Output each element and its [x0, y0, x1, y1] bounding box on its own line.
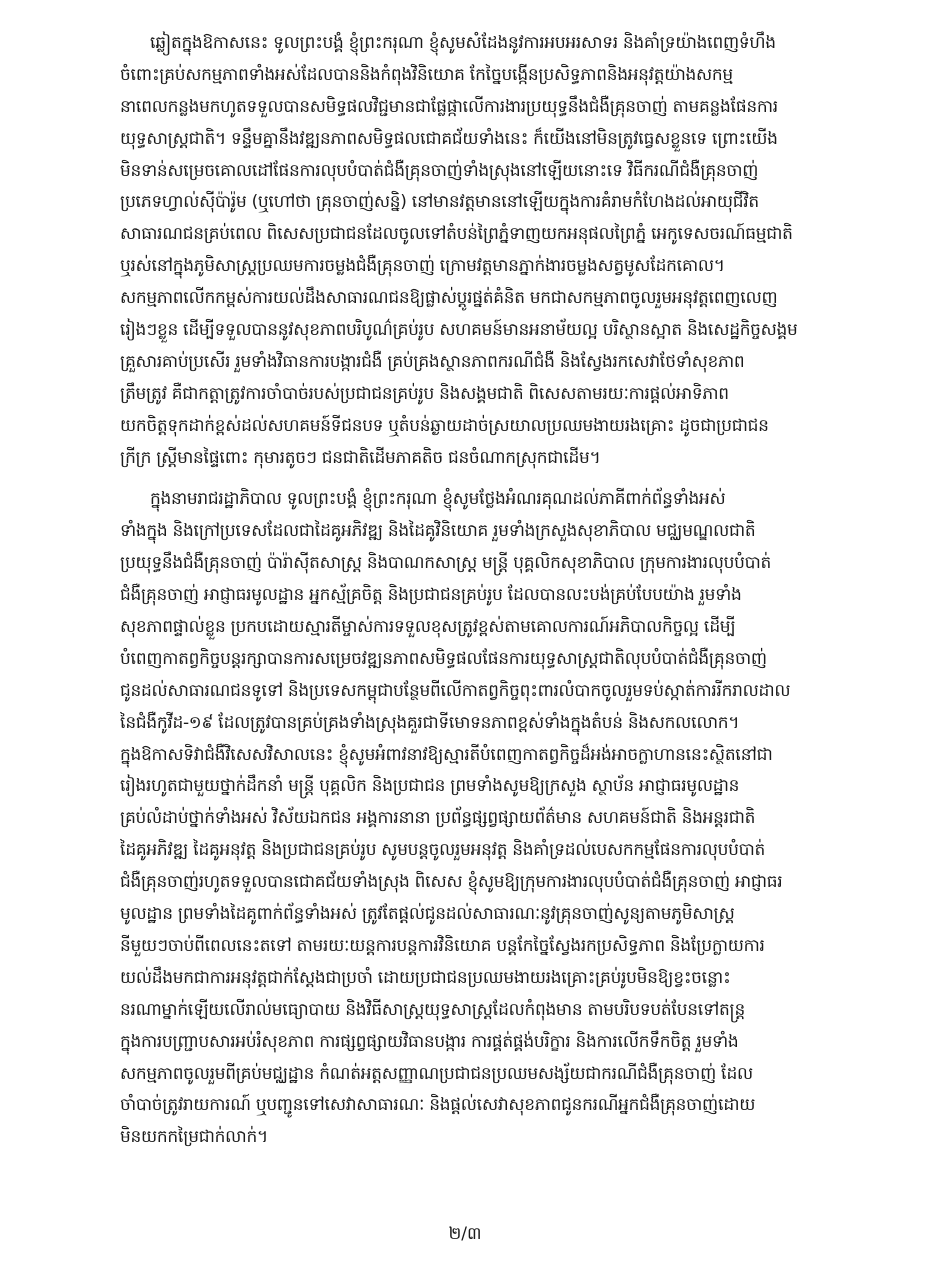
text-line: មិនយកកម្រៃជាក់លាក់។ [120, 1127, 268, 1148]
text-line: មូលដ្ឋាន ព្រមទាំងដៃគូពាក់ព័ន្ធទាំងអស់ ត្រូវតែផ្តល់ជូនដល់សាធារណៈនូវគ្រុនចាញ់សូន្យតាមភូមិសាស្ត្រ [120, 904, 735, 925]
paragraph-1 [120, 28, 860, 474]
text-line: បំពេញកាតព្វកិច្ចបន្តរក្សាបានការសម្រេចវឌ្ឍនភាពសមិទ្ធផលផែនការយុទ្ធសាស្ត្រជាតិលុបបំបាត់ជំងឺគ្រុនចាញ់ [120, 648, 767, 669]
text-line: សកម្មភាពលើកកម្ពស់ការយល់ដឹងសាធារណជនឱ្យផ្លាស់ប្តូរផ្នត់គំនិត មកជាសកម្មភាពចូលរួមអនុវត្តពេញលេញ [120, 288, 778, 309]
text-line: ប្រយុទ្ធនឹងជំងឺគ្រុនចាញ់ ប៉ារ៉ាស៊ីតសាស្ត្រ និងបាណកសាស្ត្រ មន្ត្រី បុគ្គលិកសុខាភិបាល ក្រុមការងារលុបបំបាត់ [120, 553, 771, 574]
text-line: យុទ្ធសាស្ត្រជាតិ។ ទន្ទឹមគ្នានឹងវឌ្ឍនភាពសមិទ្ធផលជោគជ័យទាំងនេះ ក៏យើងនៅមិនត្រូវធ្វេសខ្លួនទេ ព្រោះយើង [120, 128, 778, 149]
text-line: ទាំងក្នុង និងក្រៅប្រទេសដែលជាដៃគូអភិវឌ្ឍ និងដៃគូវិនិយោគ រួមទាំងក្រសួងសុខាភិបាល មជ្ឈមណ្ឌលជាតិ [120, 521, 756, 542]
text-line: ក្រីក្រ ស្ត្រីមានផ្ទៃពោះ កុមារតូចៗ ជនជាតិដើមភាគតិច ជនចំណាកស្រុកជាដើម។ [120, 447, 601, 468]
text-line: យកចិត្តទុកដាក់ខ្ពស់ដល់សហគមន៍ទីជនបទ ឬតំបន់ឆ្ងាយដាច់ស្រយាលប្រឈមងាយរងគ្រោះ ដូចជាប្រជាជន [120, 415, 769, 436]
text-line: ក្នុងការបញ្ជ្រាបសារអប់រំសុខភាព ការផ្សព្វផ្សាយវិធានបង្ការ ការផ្គត់ផ្គង់បរិក្ខារ និងការលើកទឹកចិត្ត រួមទាំង [120, 1031, 739, 1052]
text-line: ចំពោះគ្រប់សកម្មភាពទាំងអស់ដែលបាននិងកំពុងវិនិយោគ កែច្នៃបង្កើនប្រសិទ្ធភាពនិងអនុវត្តយ៉ាងសកម្ម [120, 64, 733, 85]
body-text [120, 28, 860, 1154]
text-line: នាពេលកន្លងមកហូតទទួលបានសមិទ្ធផលវិជ្ជមានជាផ្លែផ្កាលើការងារប្រយុទ្ធនឹងជំងឺគ្រុនចាញ់ តាមគន្លងផែនការ [120, 96, 778, 117]
text-line: នីមួយៗចាប់ពីពេលនេះតទៅ តាមរយៈយន្តការបន្តការវិនិយោគ បន្តកែច្នៃស្វែងរកប្រសិទ្ធភាព និងប្រែក្លាយការ [120, 935, 765, 956]
text-line: ជំងឺគ្រុនចាញ់ អាជ្ញាធរមូលដ្ឋាន អ្នកស្ម័គ្រចិត្ត និងប្រជាជនគ្រប់រូប ដែលបានលះបង់គ្រប់បែបយ៉ាង រួមទាំង [120, 585, 742, 606]
text-line: គ្រប់លំដាប់ថ្នាក់ទាំងអស់ វិស័យឯកជន អង្គការនានា ប្រព័ន្ធផ្សព្វផ្សាយព័ត៌មាន សហគមន៍ជាតិ និងអន្តរជាតិ [120, 808, 756, 829]
text-line: ដៃគូអភិវឌ្ឍ ដៃគូអនុវត្ត និងប្រជាជនគ្រប់រូប សូមបន្តចូលរួមអនុវត្ត និងគាំទ្រដល់បេសកកម្មផែនការលុបបំបាត់ [120, 840, 765, 861]
text-line: រៀងរហូតជាមួយថ្នាក់ដឹកនាំ មន្ត្រី បុគ្គលិក និងប្រជាជន ព្រមទាំងសូមឱ្យក្រសួង ស្ថាប័ន អាជ្ញាធរមូលដ្ឋាន [120, 776, 740, 797]
text-line: នរណាម្នាក់ឡើយលើរាល់មធ្យោបាយ និងវិធីសាស្ត្រយុទ្ធសាស្ត្រដែលកំពុងមាន តាមបរិបទបត់បែនទៅតន្ត្រ [120, 999, 746, 1020]
text-line: សកម្មភាពចូលរួមពីគ្រប់មជ្ឈដ្ឋាន កំណត់អត្តសញ្ញាណប្រជាជនប្រឈមសង្ស័យជាករណីជំងឺគ្រុនចាញ់ ដែល [120, 1063, 753, 1084]
paragraph-gap [120, 474, 860, 484]
text-line: សាធារណជនគ្រប់ពេល ពិសេសប្រជាជនដែលចូលទៅតំបន់ព្រៃភ្នំទាញយកអនុផលព្រៃភ្នំ អេកូទេសចរណ៍ធម្មជាតិ [120, 224, 793, 245]
text-line: ឬរស់នៅក្នុងភូមិសាស្ត្រប្រឈមការចម្លងជំងឺគ្រុនចាញ់ ក្រោមវត្តមានភ្នាក់ងារចម្លងសត្វមូសដែកគោល។ [120, 256, 725, 277]
text-line: ក្នុងនាមរាជរដ្ឋាភិបាល ទូលព្រះបង្គំ ខ្ញុំព្រះករុណា ខ្ញុំសូមថ្លែងអំណរគុណដល់ភាគីពាក់ព័ន្ធទាំងអស់ [150, 489, 726, 510]
text-line: ឆ្លៀតក្នុងឱកាសនេះ ទូលព្រះបង្គំ ខ្ញុំព្រះករុណា ខ្ញុំសូមសំដែងនូវការអបអរសាទរ និងគាំទ្រយ៉ាងពេញទំហឹង [150, 33, 776, 53]
page-number: ២/៣ [448, 1224, 482, 1244]
text-line: ប្រភេទហ្វាល់ស៊ីប៉ារ៉ូម (ឬហៅថា គ្រុនចាញ់សន្និ) នៅមានវត្តមាននៅឡើយក្នុងការគំរាមកំហែងដល់អាយុជីវិត [120, 192, 759, 213]
text-line: សុខភាពផ្ទាល់ខ្លួន ប្រកបដោយស្មារតីម្ចាស់ការទទួលខុសត្រូវខ្ពស់តាមគោលការណ៍អភិបាលកិច្ចល្អ ដើម្បី [120, 617, 736, 638]
text-line: ក្នុងឱកាសទិវាជំងឺវិសេសវិសាលនេះ ខ្ញុំសូមអំពាវនាវឱ្យស្មារតីបំពេញកាតព្វកិច្ចដ៏អង់អាចក្លាហាននេះស្ថិតនៅជា [120, 744, 773, 765]
paragraph-2 [120, 484, 860, 1154]
text-line: មិនទាន់សម្រេចគោលដៅផែនការលុបបំបាត់ជំងឺគ្រុនចាញ់ទាំងស្រុងនៅឡើយនោះទេ វិធីករណីជំងឺគ្រុនចាញ់ [120, 160, 759, 181]
text-line: គ្រួសារគាប់ប្រសើរ រួមទាំងវិធានការបង្ការជំងឺ គ្រប់គ្រងស្ថានភាពករណីជំងឺ និងស្វែងរកសេវាថែទាំសុខភាព [120, 351, 745, 372]
text-line: ត្រឹមត្រូវ គឺជាកត្តាត្រូវការចាំបាច់របស់ប្រជាជនគ្រប់រូប និងសង្គមជាតិ ពិសេសតាមរយៈការផ្តល់អាទិភាព [120, 383, 729, 404]
text-line: ជំងឺគ្រុនចាញ់រហូតទទួលបានជោគជ័យទាំងស្រុង ពិសេស ខ្ញុំសូមឱ្យក្រុមការងារលុបបំបាត់ជំងឺគ្រុនចាញ់ អាជ្ញាធរ [120, 872, 783, 893]
text-line: នៃជំងឺកូវីដ-១៩ ដែលត្រូវបានគ្រប់គ្រងទាំងស្រុងគួរជាទីមោទនភាពខ្ពស់ទាំងក្នុងតំបន់ និងសកលលោក។ [120, 712, 740, 733]
text-line: ចាំបាច់ត្រូវរាយការណ៍ ឬបញ្ជូនទៅសេវាសាធារណៈ និងផ្តល់សេវាសុខភាពជូនករណីអ្នកជំងឺគ្រុនចាញ់ដោយ [120, 1095, 756, 1116]
text-line: យល់ដឹងមកជាការអនុវត្តជាក់ស្តែងជាប្រចាំ ដោយប្រជាជនប្រឈមងាយរងគ្រោះគ្រប់រូបមិនឱ្យខ្វះចន្លោះ [120, 967, 731, 988]
text-line: ជូនដល់សាធារណជនទូទៅ និងប្រទេសកម្ពុជាបន្ថែមពីលើកាតព្វកិច្ចពុះពារលំបាកចូលរួមទប់ស្កាត់ការរីករាលដាល [120, 680, 791, 701]
text-line: រៀងៗខ្លួន ដើម្បីទទួលបាននូវសុខភាពបរិបូណ៌គ្រប់រូប សហគមន៍មានអនាម័យល្អ បរិស្ថានស្អាត និងសេដ្ឋកិច្ចសង្គម [120, 320, 798, 341]
